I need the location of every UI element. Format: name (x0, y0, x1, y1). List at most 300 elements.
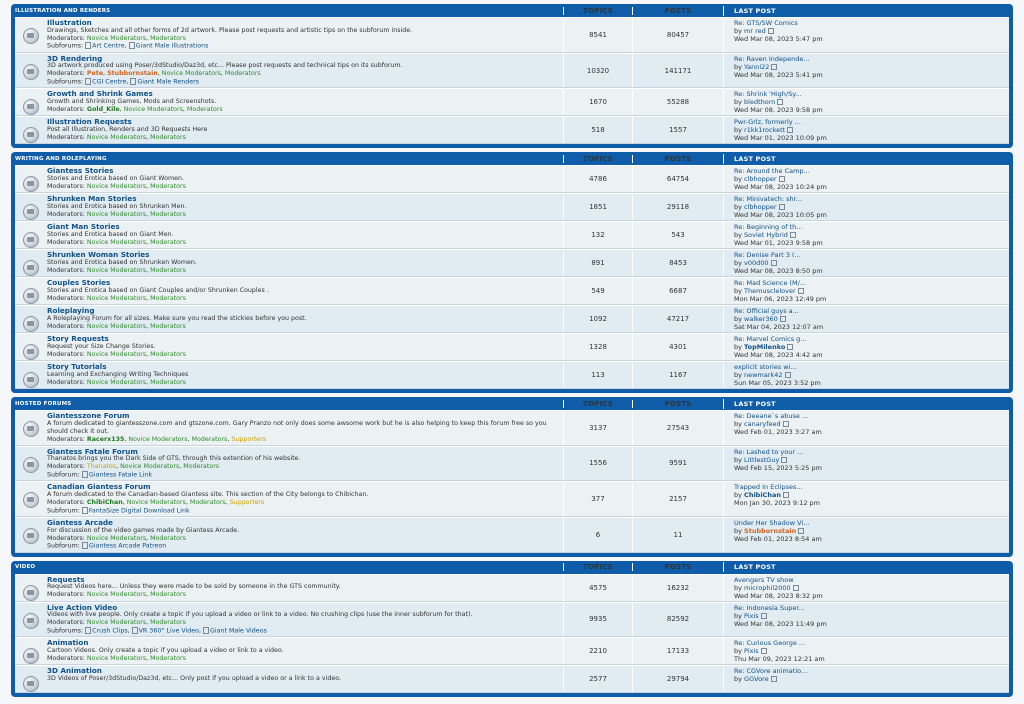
forum-title-link[interactable]: Shrunken Man Stories (47, 194, 137, 204)
by-label: by (734, 98, 745, 107)
forum-row (15, 53, 1009, 89)
forum-row (15, 517, 1009, 553)
moderators-line: Moderators: Novice Moderators, Moderators (47, 654, 186, 662)
subforums-line (47, 471, 300, 479)
last-post-author[interactable]: ChibiChan (744, 491, 781, 500)
moderator-link[interactable]: Moderators (191, 435, 228, 443)
forum-info (15, 666, 563, 692)
forum-title-link[interactable]: Giant Man Stories (47, 222, 120, 232)
last-post-title[interactable]: Under Her Shadow Vi... (734, 518, 810, 527)
topics-count: 891 (563, 250, 632, 276)
subforum-link[interactable]: Crush Clips (92, 627, 128, 635)
forum-text (47, 334, 186, 359)
forum-description: Stories and Erotica based on Giant Couples and/or Shrunken Couples . (47, 287, 269, 295)
forum-info (15, 89, 563, 115)
view-latest-post-icon[interactable] (798, 528, 804, 534)
forum-read-icon (23, 372, 39, 388)
moderators-line: Moderators: Novice Moderators, Moderators (47, 34, 186, 42)
forum-title-link[interactable]: Growth and Shrink Games (47, 89, 153, 99)
last-post-title[interactable]: Re: CGVore animatio... (734, 667, 808, 676)
forum-title-link[interactable]: Giantess Arcade (47, 517, 113, 527)
posts-count: 64754 (632, 166, 723, 192)
last-post-title[interactable]: Re: Shrink 'High/Sy... (734, 90, 802, 99)
forum-description: 3D artwork produced using Poser/3dStudio/Daz3d, etc... Please post requests and technical tips on its subforum. (47, 62, 403, 70)
moderator-link[interactable]: Racerx135 (86, 435, 125, 443)
posts-count: 1557 (632, 117, 723, 143)
forum-title-link[interactable]: 3D Rendering (47, 53, 103, 63)
last-post-title[interactable]: Trapped In Eclipses... (734, 483, 803, 492)
moderators-label: Moderators: (47, 654, 87, 662)
last-post-author-line (734, 315, 1009, 323)
moderator-link[interactable]: Novice Moderators (86, 534, 147, 542)
forum-description: Request Videos here... Unless they were made to be sold by someone in the GTS community. (47, 583, 341, 591)
forum-text (47, 250, 197, 275)
moderators-label: Moderators: (47, 238, 87, 246)
moderators-label: Moderators: (47, 378, 87, 386)
moderators-label: Moderators: (47, 294, 87, 302)
last-post-title-line (734, 90, 1009, 98)
moderator-link[interactable]: Novice Moderators (123, 105, 183, 113)
moderator-link[interactable]: Novice Moderators (86, 133, 147, 141)
topics-count: 132 (563, 222, 632, 248)
forum-text (47, 222, 186, 247)
topics-count: 377 (563, 482, 632, 516)
posts-count: 29794 (632, 666, 723, 692)
moderator-link[interactable]: Pete (86, 70, 104, 78)
category-block (11, 397, 1013, 556)
moderator-link[interactable]: Thanatos (86, 463, 117, 471)
forum-title-link[interactable]: Giantess Stories (47, 166, 114, 176)
moderator-link[interactable]: Novice Moderators (86, 210, 147, 218)
last-post-author[interactable]: newmark42 (744, 371, 783, 380)
last-post-author[interactable]: Stubbornstain (744, 526, 797, 535)
moderator-link[interactable]: Moderators (150, 34, 186, 42)
last-post-title-line (734, 335, 1009, 343)
moderator-link[interactable]: Moderators (150, 378, 186, 386)
last-post-author[interactable]: walker360 (744, 315, 778, 324)
last-post-author[interactable]: v00d00 (744, 259, 769, 268)
forum-row (15, 165, 1009, 193)
last-post-author[interactable]: clbhopper (744, 175, 777, 184)
forum-read-icon (23, 64, 39, 80)
moderator-link[interactable]: Moderators (150, 210, 186, 218)
moderator-link[interactable]: Novice Moderators (86, 378, 147, 386)
last-post-author[interactable]: TopMilenko (744, 343, 786, 352)
moderator-link[interactable]: Moderators (189, 498, 226, 506)
moderator-link[interactable]: Supporters (229, 498, 265, 506)
topics-count: 549 (563, 278, 632, 304)
last-post-title[interactable]: Pwr-Grlz, formerly ... (734, 118, 801, 127)
last-post-author-line (734, 259, 1009, 267)
moderator-link[interactable]: Novice Moderators (86, 350, 147, 358)
forum-info (15, 362, 563, 388)
subforum-icon (132, 627, 138, 634)
last-post-author[interactable]: Pixis (744, 611, 759, 620)
last-post-author[interactable]: clbhopper (744, 203, 777, 212)
moderators-label: Moderators: (47, 133, 87, 141)
view-latest-post-icon[interactable] (793, 585, 799, 591)
forum-title-link[interactable]: Illustration (47, 18, 92, 27)
forum-index (11, 4, 1013, 701)
subforum-link[interactable]: Art Centre (92, 42, 125, 50)
forum-info (15, 222, 563, 248)
moderator-link[interactable]: Moderators (150, 619, 186, 627)
moderator-link[interactable]: Novice Moderators (86, 619, 147, 627)
forum-info (15, 638, 563, 664)
view-latest-post-icon[interactable] (761, 648, 767, 654)
forum-row (15, 277, 1009, 305)
moderators-label: Moderators: (47, 266, 87, 274)
by-label: by (734, 287, 745, 296)
subforum-icon (85, 627, 91, 634)
posts-count: 55288 (632, 89, 723, 115)
moderators-label: Moderators: (47, 350, 87, 358)
forum-read-icon (23, 316, 39, 332)
last-post-title-line (734, 195, 1009, 203)
view-latest-post-icon[interactable] (771, 676, 777, 682)
view-latest-post-icon[interactable] (777, 99, 783, 105)
last-post-date: Mon Jan 30, 2023 9:12 pm (734, 499, 820, 508)
by-label: by (734, 647, 745, 656)
last-post-title[interactable]: Re: GTS/SW Comics (734, 19, 798, 27)
moderators-label: Moderators: (47, 463, 87, 471)
forum-title-link[interactable]: 3D Animation (47, 666, 102, 676)
last-post-title[interactable]: Re: Minivatech: shr... (734, 195, 802, 204)
moderator-link[interactable]: Novice Moderators (86, 182, 147, 190)
forum-title-link[interactable]: Giantesszone Forum (47, 411, 130, 421)
moderator-link[interactable]: Moderators (150, 266, 186, 274)
forum-text (47, 166, 186, 191)
last-post-title[interactable]: Avengers TV show (734, 575, 794, 584)
forum-description: Stories and Erotica based on Shrunken Women. (47, 259, 197, 267)
last-post-author-line (734, 287, 1009, 295)
forum-row (15, 193, 1009, 221)
subforums-line: Subforums: Art Centre, Giant Male Illustrations (47, 42, 209, 50)
last-post-title-line (734, 519, 1009, 527)
last-post-title[interactable]: Re: Denise Part 3 (... (734, 251, 801, 260)
moderator-link[interactable]: Moderators (186, 105, 223, 113)
subforum-link[interactable]: Giant Male Illustrations (135, 42, 209, 50)
view-latest-post-icon[interactable] (798, 288, 804, 294)
last-post-title[interactable]: Re: Beginning of th... (734, 223, 803, 232)
last-post-title[interactable]: Re: Indonesia Super... (734, 603, 805, 612)
moderator-link[interactable]: Moderators (183, 463, 220, 471)
forum-text (47, 362, 188, 387)
last-post (723, 306, 1009, 332)
forum-read-icon (23, 613, 39, 629)
last-post-author[interactable]: LittlestGuy (744, 455, 780, 464)
forum-row (15, 446, 1009, 482)
moderators-line: Moderators: Novice Moderators, Moderators (47, 238, 186, 246)
by-label: by (734, 455, 745, 464)
moderator-link[interactable]: Novice Moderators (86, 654, 147, 662)
view-latest-post-icon[interactable] (783, 421, 789, 427)
forum-row (15, 574, 1009, 602)
last-post-date: Wed Mar 08, 2023 9:58 pm (734, 106, 823, 115)
view-latest-post-icon[interactable] (783, 492, 789, 498)
forum-row (15, 602, 1009, 638)
view-latest-post-icon[interactable] (790, 232, 796, 238)
by-label: by (734, 611, 745, 620)
moderator-link[interactable]: Moderators (150, 534, 186, 542)
moderator-link[interactable]: Stubbornstain (107, 70, 158, 78)
moderator-link[interactable]: Novice Moderators (126, 498, 186, 506)
last-post-title[interactable]: Re: Raven Independe... (734, 54, 810, 63)
last-post-author-line (734, 612, 1009, 620)
forum-read-icon (23, 421, 39, 437)
moderator-link[interactable]: ChibiChan (86, 498, 123, 506)
forum-title-link[interactable]: Couples Stories (47, 278, 111, 288)
category-title[interactable]: VIDEO (15, 564, 36, 571)
last-post (723, 666, 1009, 692)
forum-title-link[interactable]: Giantess Fatale Forum (47, 446, 138, 456)
view-latest-post-icon[interactable] (779, 204, 785, 210)
topics-count: 3137 (563, 411, 632, 444)
moderators-label: Moderators: (47, 105, 87, 113)
forum-description: For discussion of the video games made by Giantess Arcade. (47, 526, 240, 534)
moderators-label: Moderators: (47, 619, 87, 627)
forum-text (47, 447, 300, 481)
moderator-link[interactable]: Novice Moderators (86, 294, 147, 302)
moderators-line: Moderators: Novice Moderators, Moderators (47, 591, 186, 599)
last-post-author-line (734, 527, 1009, 535)
moderators-line: Moderators: Novice Moderators, Moderators (47, 350, 186, 358)
topics-count: 4575 (563, 575, 632, 601)
forum-row (15, 116, 1009, 144)
last-post-title[interactable]: Re: Official guys a... (734, 307, 799, 316)
last-post-title-line (734, 223, 1009, 231)
topics-column-header: TOPICS (563, 563, 632, 571)
last-post-title[interactable]: Re: Curious George ... (734, 639, 806, 648)
last-post-title-line (734, 483, 1009, 491)
last-post-title[interactable]: Re: Lashed to your ... (734, 447, 804, 456)
last-post-title[interactable]: Re: Mad Science (M/... (734, 279, 807, 288)
forum-title-link[interactable]: Animation (47, 638, 89, 648)
forum-text (47, 54, 403, 88)
forum-text (47, 482, 368, 516)
last-post (723, 54, 1009, 88)
subforum-link[interactable]: VR 360° Live Video (138, 627, 199, 635)
forum-title-link[interactable]: Live Action Video (47, 602, 118, 612)
by-label: by (734, 371, 745, 380)
moderator-link[interactable]: Moderators (150, 322, 186, 330)
moderator-link[interactable]: Moderators (150, 238, 186, 246)
topics-count: 518 (563, 117, 632, 143)
category-header (15, 4, 1009, 17)
by-label: by (734, 583, 745, 592)
forum-text (47, 306, 307, 331)
moderator-link[interactable]: Novice Moderators (86, 34, 147, 42)
forum-title-link[interactable]: Shrunken Woman Stories (47, 250, 150, 260)
subforum-icon (82, 542, 88, 549)
subforums-line: Subforums: CGI Centre, Giant Male Renders (47, 78, 199, 86)
forum-read-icon (23, 344, 39, 360)
last-post-author[interactable]: Soviet Hybrid (744, 231, 788, 240)
topics-count: 1851 (563, 194, 632, 220)
moderator-link[interactable]: Supporters (231, 435, 266, 443)
category-block (11, 4, 1013, 148)
posts-count: 1167 (632, 362, 723, 388)
last-post (723, 278, 1009, 304)
forum-description: Thanatos brings you the Dark Side of GTS, through this extention of his website. (47, 455, 301, 463)
moderators-label: Moderators: (47, 322, 87, 330)
forum-read-icon (23, 99, 39, 115)
moderators-label: Moderators: (47, 534, 87, 542)
forum-title-link[interactable]: Illustration Requests (47, 117, 132, 127)
forum-text (47, 194, 186, 219)
forum-row (15, 410, 1009, 445)
moderator-link[interactable]: Moderators (150, 133, 186, 141)
posts-count: 9591 (632, 447, 723, 481)
view-latest-post-icon[interactable] (771, 260, 777, 266)
forum-description: Post all Illustration, Renders and 3D Requests Here (47, 126, 208, 134)
view-latest-post-icon[interactable] (787, 127, 793, 133)
posts-count: 82592 (632, 603, 723, 637)
subforum-link[interactable]: Giant Male Videos (210, 627, 267, 635)
forum-read-icon (23, 676, 39, 692)
last-post (723, 411, 1009, 444)
last-post-date: Wed Mar 08, 2023 10:05 pm (734, 211, 827, 220)
moderators-line: Moderators: Novice Moderators, Moderators (47, 133, 186, 141)
forum-row (15, 249, 1009, 277)
last-post-author[interactable]: Themusclelover (744, 287, 796, 296)
posts-count: 543 (632, 222, 723, 248)
moderator-link[interactable]: Moderators (150, 182, 186, 190)
last-post-column-header: LAST POST (723, 6, 1009, 16)
forum-title-link[interactable]: Requests (47, 574, 85, 584)
forum-title-link[interactable]: Story Tutorials (47, 362, 107, 372)
forum-read-icon (23, 492, 39, 508)
moderator-link[interactable]: Gold_Kile (86, 105, 120, 113)
moderator-link[interactable]: Novice Moderators (128, 435, 188, 443)
last-post-title-line (734, 167, 1009, 175)
by-label: by (734, 203, 745, 212)
moderator-link[interactable]: Moderators (150, 654, 186, 662)
moderator-link[interactable]: Novice Moderators (120, 463, 180, 471)
forum-info (15, 575, 563, 601)
subforum-link[interactable]: Giant Male Renders (137, 78, 199, 86)
subforum-link[interactable]: Giantess Arcade Patreon (88, 542, 167, 550)
posts-column-header: POSTS (632, 400, 723, 408)
moderator-link[interactable]: Moderators (224, 70, 261, 78)
topics-column-header: TOPICS (563, 7, 632, 15)
last-post-author[interactable]: Yanni22 (744, 62, 770, 71)
forum-info (15, 518, 563, 552)
moderator-link[interactable]: Novice Moderators (161, 70, 221, 78)
topics-count: 9935 (563, 603, 632, 637)
last-post-date: Sun Mar 05, 2023 3:52 pm (734, 379, 821, 388)
view-latest-post-icon[interactable] (787, 344, 793, 350)
topics-count: 2210 (563, 638, 632, 664)
last-post-column-header: LAST POST (723, 399, 1009, 409)
last-post-author[interactable]: bledthorn (744, 98, 776, 107)
view-latest-post-icon[interactable] (785, 372, 791, 378)
subforums-line (47, 507, 368, 515)
last-post-author[interactable]: r1kk1rockett (744, 126, 786, 135)
by-label: by (734, 259, 745, 268)
category-title[interactable]: WRITING AND ROLEPLAYING (15, 155, 107, 162)
last-post-author[interactable]: microphil2000 (744, 583, 791, 592)
moderator-link[interactable]: Moderators (150, 591, 186, 599)
view-latest-post-icon[interactable] (779, 176, 785, 182)
last-post-date: Wed Mar 08, 2023 8:50 pm (734, 267, 823, 276)
forum-info (15, 166, 563, 192)
moderators-line: Moderators: Novice Moderators, Moderators (47, 322, 186, 330)
topics-count: 4786 (563, 166, 632, 192)
moderator-link[interactable]: Novice Moderators (86, 322, 147, 330)
subforums-label: Subforum: (47, 507, 80, 515)
last-post-title[interactable]: Re: Around the Camp... (734, 167, 810, 176)
topics-count: 1556 (563, 447, 632, 481)
forum-title-link[interactable]: Story Requests (47, 334, 109, 344)
forum-text (47, 278, 269, 303)
last-post-title-line (734, 279, 1009, 287)
view-latest-post-icon[interactable] (761, 613, 767, 619)
last-post-author[interactable]: mr red (744, 27, 766, 35)
moderator-link[interactable]: Novice Moderators (86, 266, 147, 274)
subforum-link[interactable]: CGI Centre (92, 78, 127, 86)
forum-description: Videos with live people. Only create a topic if you upload a video or link to a video. No crushing clips (use the inner subforum for that). (47, 611, 473, 619)
forum-read-icon (23, 585, 39, 601)
last-post (723, 166, 1009, 192)
moderator-link[interactable]: Moderators (150, 350, 186, 358)
moderators-line: Moderators: Thanatos, Novice Moderators, Moderators (47, 463, 220, 471)
forum-text (47, 18, 412, 52)
last-post-title[interactable]: Re: Deeane`s abuse ... (734, 412, 809, 421)
by-label: by (734, 126, 745, 135)
category-header (15, 152, 1009, 165)
category-title[interactable]: HOSTED FORUMS (15, 400, 72, 407)
posts-count: 80457 (632, 18, 723, 52)
view-latest-post-icon[interactable] (781, 457, 787, 463)
subforum-link[interactable]: FantaSize Digital Download Link (88, 507, 190, 515)
moderators-label: Moderators: (47, 70, 87, 78)
last-post-date: Wed Mar 08, 2023 4:42 am (734, 351, 823, 360)
last-post-date: Mon Mar 06, 2023 12:49 pm (734, 295, 827, 304)
forum-info (15, 411, 563, 444)
moderators-label: Moderators: (47, 182, 87, 190)
subforums-label: Subforums: (47, 42, 84, 50)
view-latest-post-icon[interactable] (780, 316, 786, 322)
last-post-author-line (734, 27, 1009, 35)
category-header (15, 561, 1009, 574)
last-post-title[interactable]: Re: Marvel Comics g... (734, 335, 807, 344)
subforum-link[interactable]: Giantess Fatale Link (88, 471, 153, 479)
last-post-title[interactable]: explicit stories wi... (734, 363, 797, 372)
forum-text (47, 518, 239, 552)
forum-read-icon (23, 127, 39, 143)
category-title[interactable]: ILLUSTRATION AND RENDERS (15, 7, 111, 14)
last-post-author[interactable]: GGVore (744, 675, 769, 684)
moderator-link[interactable]: Moderators (150, 294, 186, 302)
forum-title-link[interactable]: Canadian Giantess Forum (47, 482, 151, 492)
moderators-line: Moderators: ChibiChan, Novice Moderators, Moderators, Supporters (47, 498, 265, 506)
view-latest-post-icon[interactable] (771, 64, 777, 70)
last-post (723, 603, 1009, 637)
last-post-author[interactable]: canaryfeed (744, 420, 781, 429)
category-header (15, 397, 1009, 410)
moderators-label: Moderators: (47, 210, 87, 218)
moderator-link[interactable]: Novice Moderators (86, 238, 147, 246)
forum-title-link[interactable]: Roleplaying (47, 306, 95, 316)
topics-column-header: TOPICS (563, 400, 632, 408)
forum-row (15, 305, 1009, 333)
forum-text (47, 117, 207, 142)
moderator-link[interactable]: Novice Moderators (86, 591, 147, 599)
view-latest-post-icon[interactable] (768, 28, 774, 34)
last-post-author-line (734, 126, 1009, 134)
last-post-author[interactable]: Pixis (744, 647, 759, 656)
